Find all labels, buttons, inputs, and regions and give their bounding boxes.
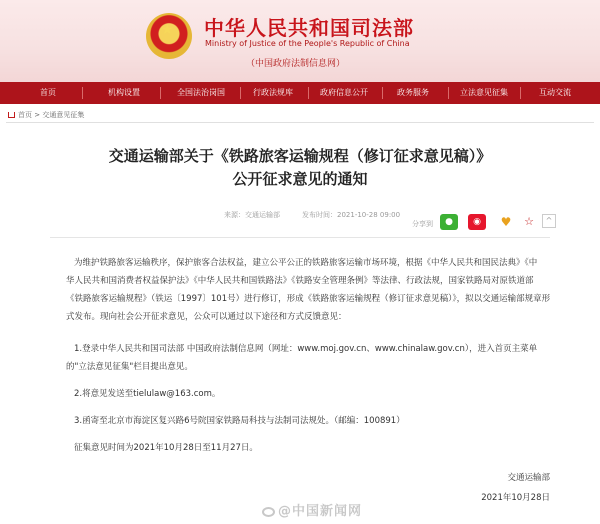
watermark xyxy=(262,500,362,519)
nav-item-services[interactable]: 政务服务 xyxy=(397,88,429,97)
paragraph-line: 的"立法意见征集"栏目提出意见。 xyxy=(66,362,193,372)
watermark-text: @中国新闻网 xyxy=(278,504,363,519)
nav-item-legislation-comments[interactable]: 立法意见征集 xyxy=(460,88,508,97)
divider xyxy=(50,237,550,238)
nav-separator xyxy=(160,87,161,99)
breadcrumb-home[interactable]: 首页 xyxy=(18,111,32,119)
paragraph-line: 为维护铁路旅客运输秩序，保护旅客合法权益，建立公平公正的铁路旅客运输市场环境，根据《中华人民共和国民法典》《中 xyxy=(74,258,538,268)
breadcrumb xyxy=(8,110,84,120)
divider xyxy=(6,122,594,123)
nav-item-rule-of-law[interactable]: 全国法治岗国 xyxy=(177,88,225,97)
site-title-english: Ministry of Justice of the People's Republic of China xyxy=(205,39,410,48)
signature: 交通运输部 xyxy=(507,473,550,483)
weibo-share-icon[interactable]: ◉ xyxy=(468,214,486,230)
paragraph-line: 《铁路旅客运输规程》（铁运〔1997〕101号）进行修订，形成《铁路旅客运输规程（修订征求意见稿）》，拟以交通运输部规章形 xyxy=(66,294,551,304)
scroll-top-button[interactable]: ^ xyxy=(542,214,556,228)
weibo-logo-icon xyxy=(262,507,275,517)
site-title[interactable]: 中华人民共和国司法部 xyxy=(204,16,414,40)
bookmark-icon[interactable]: ☆ xyxy=(524,215,534,228)
nav-separator xyxy=(308,87,309,99)
nav-item-organization[interactable]: 机构设置 xyxy=(108,88,140,97)
article-title-line2: 公开征求意见的通知 xyxy=(232,170,368,188)
article-source: 来源：交通运输部 xyxy=(224,211,280,219)
nav-item-home[interactable]: 首页 xyxy=(40,88,56,97)
article-title-line1: 交通运输部关于《铁路旅客运输规程（修订征求意见稿）》 xyxy=(108,147,492,165)
share-label: 分享到 xyxy=(412,220,433,228)
paragraph-line: 征集意见时间为2021年10月28日至11月27日。 xyxy=(74,443,258,453)
nav-separator xyxy=(240,87,241,99)
paragraph-line: 1.登录中华人民共和国司法部 中国政府法制信息网（网址：www.moj.gov.cn、www.chinalaw.gov.cn），进入首页主菜单 xyxy=(74,344,538,354)
paragraph-line: 3.函寄至北京市海淀区复兴路6号院国家铁路局科技与法制司法规处。（邮编：100891） xyxy=(74,416,405,426)
nav-separator xyxy=(382,87,383,99)
article-time: 发布时间：2021-10-28 09:00 xyxy=(302,211,401,219)
nav-item-regulations-db[interactable]: 行政法规库 xyxy=(253,88,293,97)
like-icon[interactable]: ♥ xyxy=(500,215,512,229)
paragraph-line: 华人民共和国消费者权益保护法》《中华人民共和国铁路法》《铁路安全管理条例》等法律、行政法规，国家铁路局对原铁道部 xyxy=(66,276,534,286)
national-emblem-icon[interactable]: ★ xyxy=(146,13,192,59)
breadcrumb-separator: > xyxy=(34,111,41,119)
main-nav xyxy=(0,82,600,104)
site-header xyxy=(0,0,600,82)
home-icon xyxy=(8,112,15,118)
paragraph-line: 2.将意见发送至tielulaw@163.com。 xyxy=(74,389,221,399)
nav-item-interaction[interactable]: 互动交流 xyxy=(539,88,571,97)
nav-separator xyxy=(448,87,449,99)
nav-separator xyxy=(82,87,83,99)
wechat-share-icon[interactable]: ● xyxy=(440,214,458,230)
paragraph-line: 式发布。现向社会公开征求意见，公众可以通过以下途径和方式反馈意见： xyxy=(66,312,347,322)
publish-date: 2021年10月28日 xyxy=(481,493,550,503)
nav-separator xyxy=(520,87,521,99)
breadcrumb-current[interactable]: 交通意见征集 xyxy=(42,111,85,119)
nav-item-gov-info[interactable]: 政府信息公开 xyxy=(320,88,368,97)
site-subtitle: （中国政府法制信息网） xyxy=(246,59,346,69)
